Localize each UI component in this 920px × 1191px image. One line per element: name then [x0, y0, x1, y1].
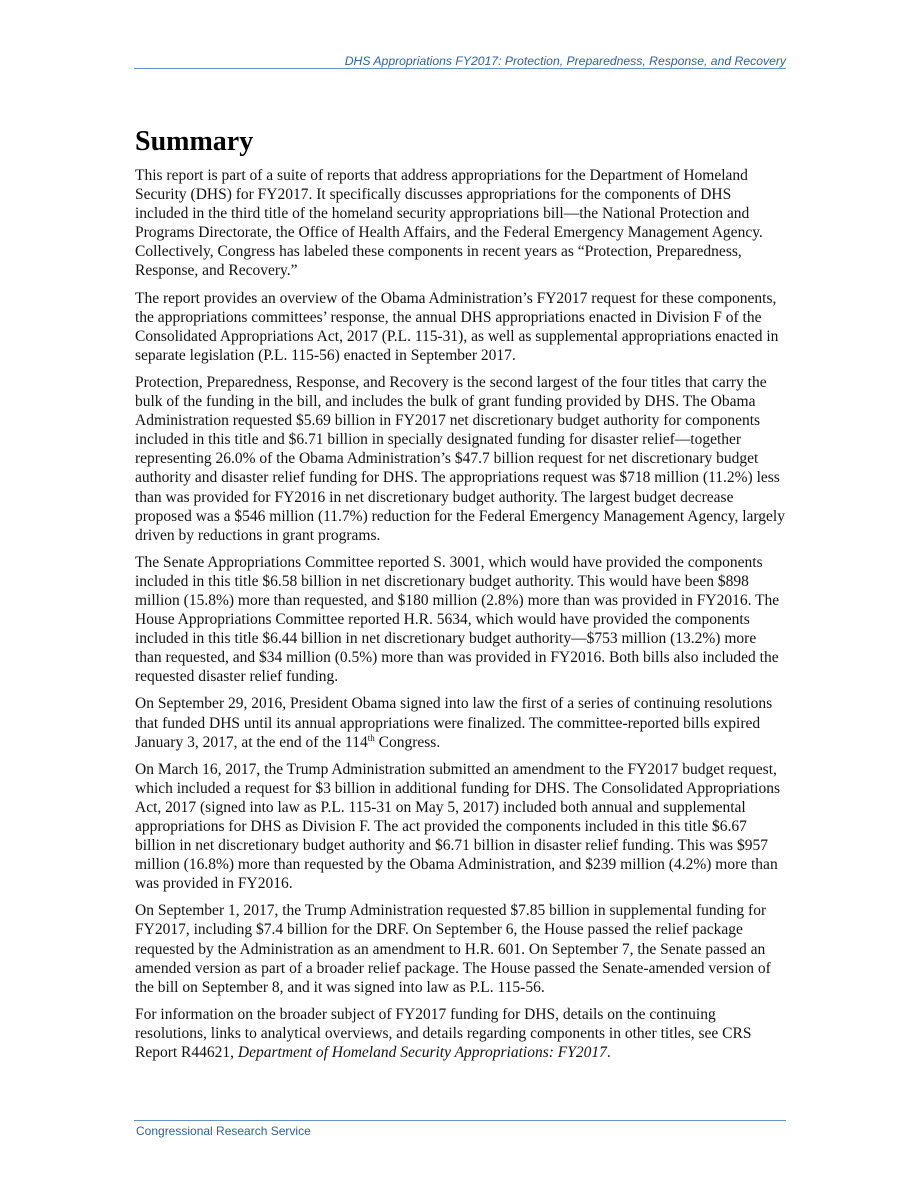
paragraph: Protection, Preparedness, Response, and Recovery is the second largest of the four titles that carry the bulk of the funding in the bill, and includes the bulk of grant funding provided by DHS. The Obama Administration requested $5.69 billion in FY2017 net discretionary budget authority for components included in this title and $6.71 billion in specially designated funding for disaster relief—together representing 26.0% of the Obama Administration’s $47.7 billion request for net discretionary budget authority and disaster relief funding for DHS. The appropriations request was $718 million (11.2%) less than was provided for FY2016 in net discretionary budget authority. The largest budget decrease proposed was a $546 million (11.7%) reduction for the Federal Emergency Management Agency, largely driven by reductions in grant programs. — [135, 373, 785, 544]
section-heading: Summary — [135, 126, 254, 157]
superscript: th — [367, 732, 375, 743]
paragraph-text: Congress. — [374, 733, 441, 751]
summary-section — [135, 124, 785, 1070]
paragraph: This report is part of a suite of reports that address appropriations for the Department of Homeland Security (DHS) for FY2017. It specifically discusses appropriations for the components of DHS included in the third title of the homeland security appropriations bill—the National Protection and Programs Directorate, the Office of Health Affairs, and the Federal Emergency Management Agency. Collectively, Congress has labeled these components in recent years as “Protection, Preparedness, Response, and Recovery.” — [135, 167, 763, 280]
paragraph-text: On September 29, 2016, President Obama signed into law the first of a series of continuing resolutions that funded DHS until its annual appropriations were finalized. The committee-reported bills expired January 3, 2017, at the end of the 114 — [135, 695, 773, 751]
paragraph: On March 16, 2017, the Trump Administration submitted an amendment to the FY2017 budget request, which included a request for $3 billion in additional funding for DHS. The Consolidated Appropriations Act, 2017 (signed into law as P.L. 115-31 on May 5, 2017) included both annual and supplemental appropriations for DHS as Division F. The act provided the components included in this title $6.67 billion in net discretionary budget authority and $6.71 billion in disaster relief funding. This was $957 million (16.8%) more than requested by the Obama Administration, and $239 million (4.2%) more than was provided in FY2016. — [135, 760, 781, 893]
paragraph: The report provides an overview of the Obama Administration’s FY2017 request for these components, the appropriations committees’ response, the annual DHS appropriations enacted in Division F of the Consolidated Appropriations Act, 2017 (P.L. 115-31), as well as supplemental appropriations enacted in separate legislation (P.L. 115-56) enacted in September 2017. — [135, 289, 779, 364]
header-rule — [134, 68, 786, 69]
report-title: Department of Homeland Security Appropriations: FY2017 — [237, 1044, 607, 1062]
paragraph: On September 1, 2017, the Trump Administration requested $7.85 billion in supplemental funding for FY2017, including $7.4 billion for the DRF. On September 6, the House passed the relief package requested by the Administration as an amendment to H.R. 601. On September 7, the Senate passed an amended version as part of a broader relief package. The House passed the Senate-amended version of the bill on September 8, and it was signed into law as P.L. 115-56. — [135, 902, 771, 996]
paragraph-text: . — [606, 1044, 611, 1062]
paragraph: The Senate Appropriations Committee reported S. 3001, which would have provided the components included in this title $6.58 billion in net discretionary budget authority. This would have been $898 million (15.8%) more than requested, and $180 million (2.8%) more than was provided in FY2016. The House Appropriations Committee reported H.R. 5634, which would have provided the components included in this title $6.44 billion in net discretionary budget authority—$753 million (13.2%) more than requested, and $34 million (0.5%) more than was provided in FY2016. Both bills also included the requested disaster relief funding. — [135, 553, 780, 686]
paragraph-text: For information on the broader subject of FY2017 funding for DHS, details on the continuing resolutions, links to analytical overviews, and details regarding components in other titles, see CRS Report R44621, — [135, 1005, 752, 1062]
footer-publisher: Congressional Research Service — [136, 1124, 311, 1138]
footer-rule — [134, 1120, 786, 1121]
paragraph — [135, 1005, 785, 1062]
running-header: DHS Appropriations FY2017: Protection, Preparedness, Response, and Recovery — [344, 54, 786, 68]
paragraph — [135, 694, 785, 751]
